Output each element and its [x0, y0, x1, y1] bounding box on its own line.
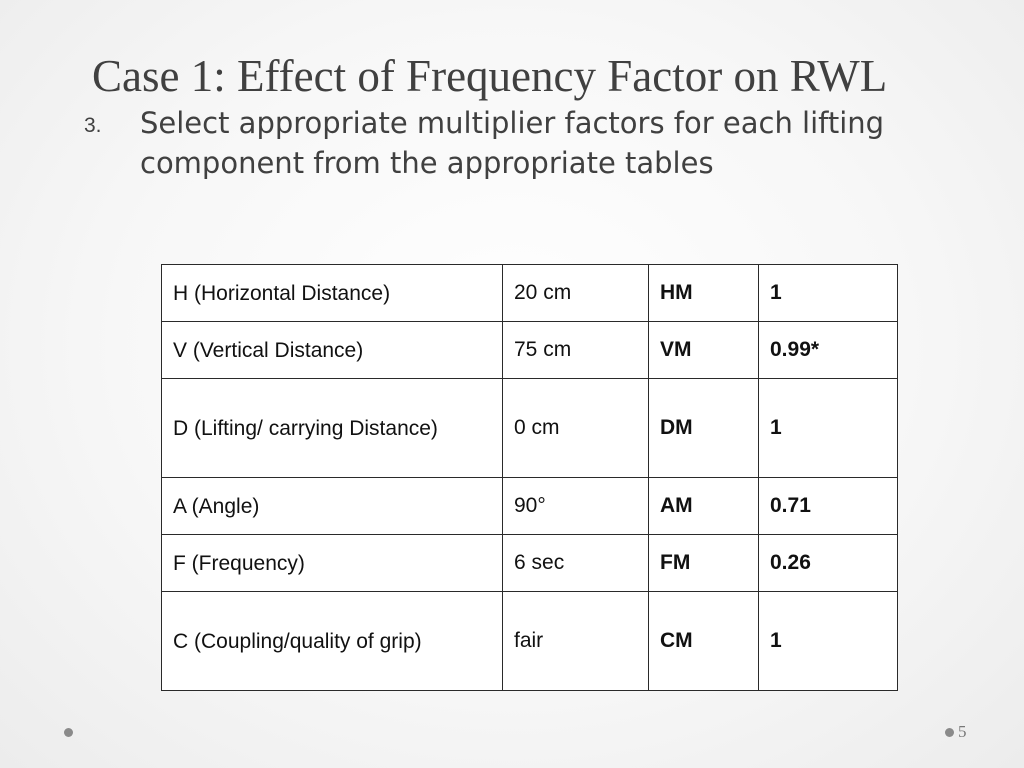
step-number: 3. — [84, 114, 102, 137]
result-cell: 0.99* — [759, 322, 898, 379]
value-cell: fair — [503, 592, 649, 691]
parameter-cell: F (Frequency) — [162, 535, 503, 592]
page-number: 5 — [958, 722, 967, 741]
multiplier-cell: VM — [649, 322, 759, 379]
result-cell: 1 — [759, 379, 898, 478]
result-cell: 0.26 — [759, 535, 898, 592]
value-cell: 6 sec — [503, 535, 649, 592]
table-row — [162, 592, 898, 691]
result-cell: 0.71 — [759, 478, 898, 535]
multiplier-table — [161, 264, 898, 691]
slide-title: Case 1: Effect of Frequency Factor on RWL — [92, 51, 888, 101]
step-text: Select appropriate multiplier factors for each lifting component from the appropriate tables — [140, 106, 885, 180]
decorative-dot-left — [64, 728, 73, 737]
result-cell: 1 — [759, 592, 898, 691]
parameter-cell: H (Horizontal Distance) — [162, 265, 503, 322]
result-cell: 1 — [759, 265, 898, 322]
parameter-cell: V (Vertical Distance) — [162, 322, 503, 379]
value-cell: 75 cm — [503, 322, 649, 379]
multiplier-cell: DM — [649, 379, 759, 478]
value-cell: 0 cm — [503, 379, 649, 478]
table-row — [162, 535, 898, 592]
parameter-cell: A (Angle) — [162, 478, 503, 535]
value-cell: 90° — [503, 478, 649, 535]
multiplier-cell: HM — [649, 265, 759, 322]
table-row — [162, 478, 898, 535]
decorative-dot-right — [945, 728, 954, 737]
parameter-cell: D (Lifting/ carrying Distance) — [162, 379, 503, 478]
multiplier-cell: CM — [649, 592, 759, 691]
value-cell: 20 cm — [503, 265, 649, 322]
parameter-cell: C (Coupling/quality of grip) — [162, 592, 503, 691]
table-row — [162, 322, 898, 379]
multiplier-cell: AM — [649, 478, 759, 535]
table-row — [162, 265, 898, 322]
multiplier-cell: FM — [649, 535, 759, 592]
table-row — [162, 379, 898, 478]
